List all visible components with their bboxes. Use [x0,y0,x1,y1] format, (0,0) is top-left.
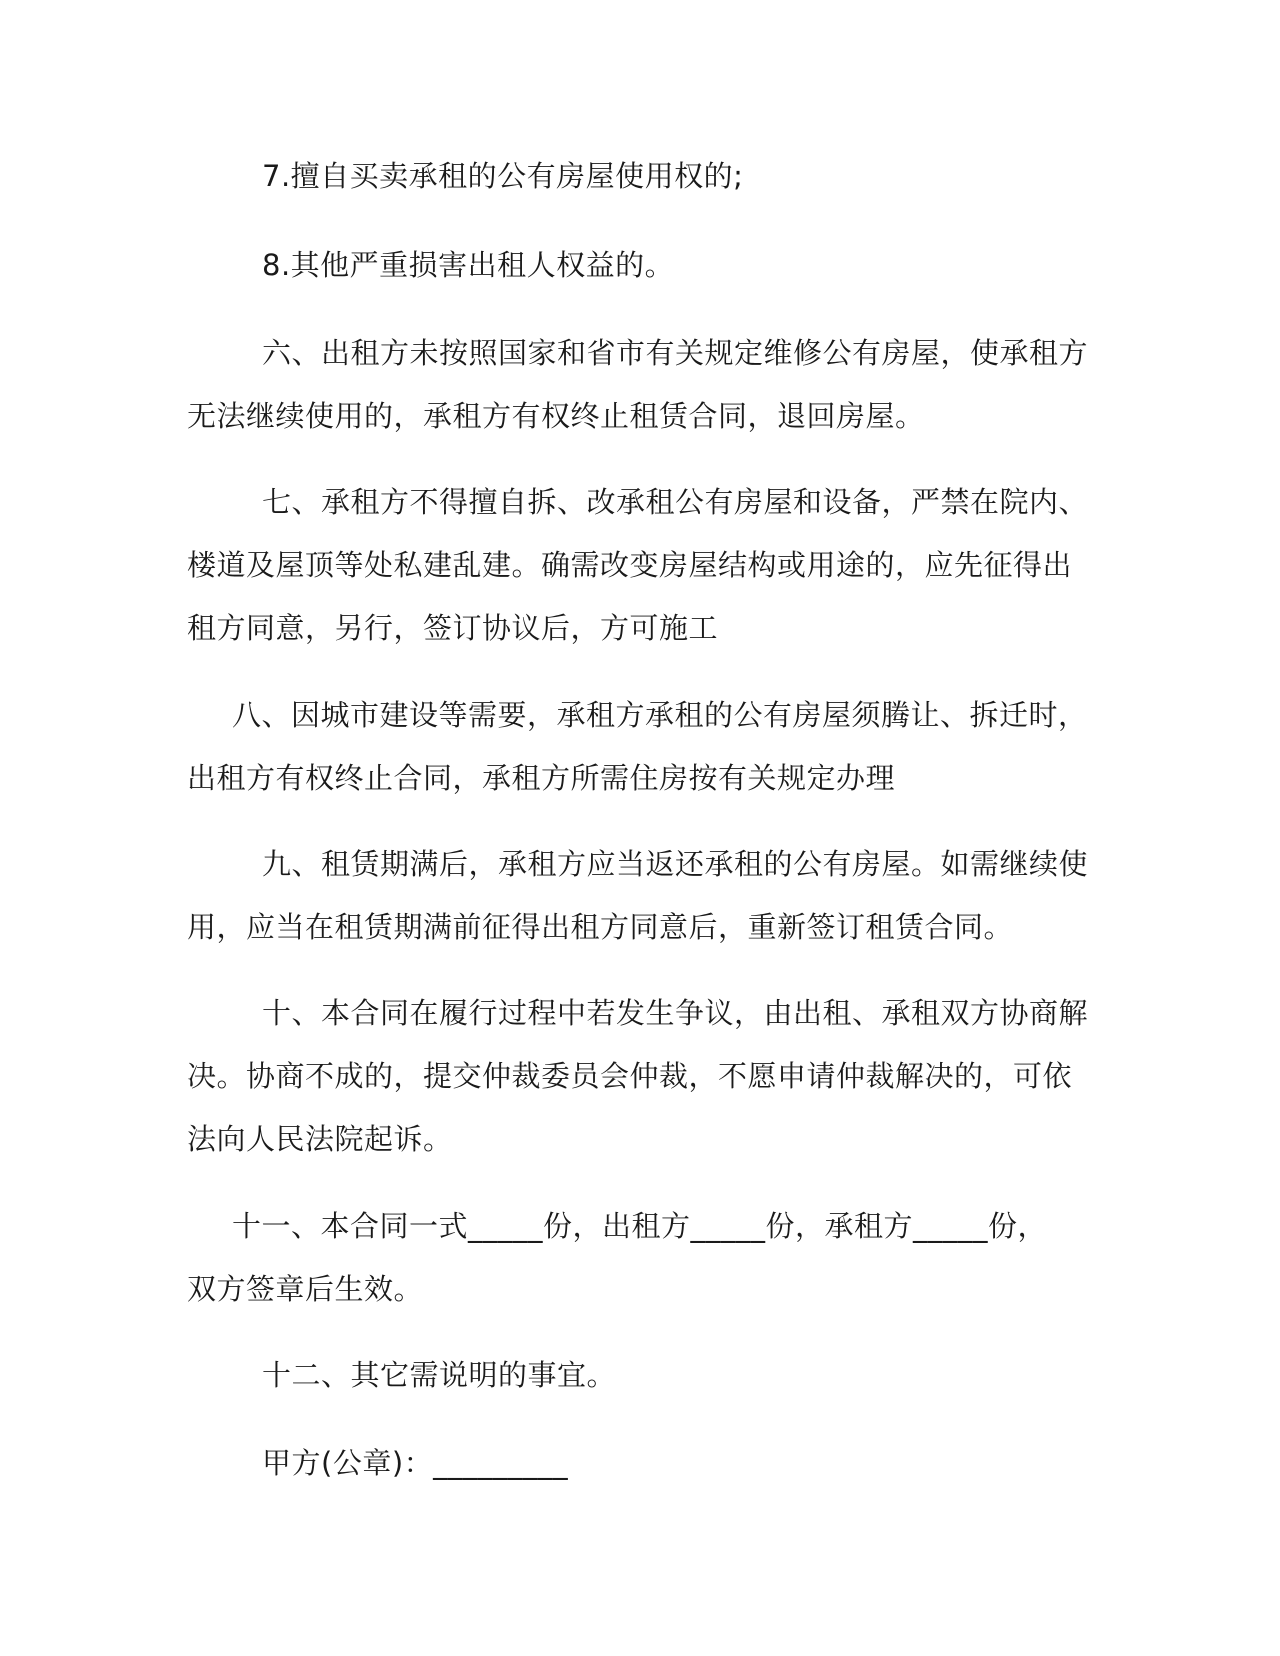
section-10-line-2: 决。协商不成的，提交仲裁委员会仲裁，不愿申请仲裁解决的，可依 [187,1059,1073,1093]
section-6-line-1: 六、出租方未按照国家和省市有关规定维修公有房屋，使承租方 [262,336,1089,370]
section-7-line-1: 七、承租方不得擅自拆、改承租公有房屋和设备，严禁在院内、 [262,485,1089,519]
section-10-line-1: 十、本合同在履行过程中若发生争议，由出租、承租双方协商解 [262,996,1089,1030]
section-10-line-3: 法向人民法院起诉。 [187,1122,453,1156]
section-9-line-1: 九、租赁期满后，承租方应当返还承租的公有房屋。如需继续使 [262,847,1089,881]
section-12-line: 十二、其它需说明的事宜。 [262,1358,617,1392]
party-a-signature-line: 甲方(公章)：_________ [262,1446,569,1480]
clause-8-line: 8.其他严重损害出租人权益的。 [262,248,675,282]
section-8-line-2: 出租方有权终止合同，承租方所需住房按有关规定办理 [187,761,896,795]
clause-7-line: 7.擅自买卖承租的公有房屋使用权的; [262,159,744,193]
section-7-line-2: 楼道及屋顶等处私建乱建。确需改变房屋结构或用途的，应先征得出 [187,548,1073,582]
section-9-line-2: 用，应当在租赁期满前征得出租方同意后，重新签订租赁合同。 [187,910,1014,944]
section-11-line-2: 双方签章后生效。 [187,1272,424,1306]
section-8-line-1: 八、因城市建设等需要，承租方承租的公有房屋须腾让、拆迁时， [232,698,1088,732]
section-6-line-2: 无法继续使用的，承租方有权终止租赁合同，退回房屋。 [187,399,925,433]
section-7-line-3: 租方同意，另行，签订协议后，方可施工 [187,611,719,645]
section-11-line-1: 十一、本合同一式_____份，出租方_____份，承租方_____份， [232,1209,1048,1243]
